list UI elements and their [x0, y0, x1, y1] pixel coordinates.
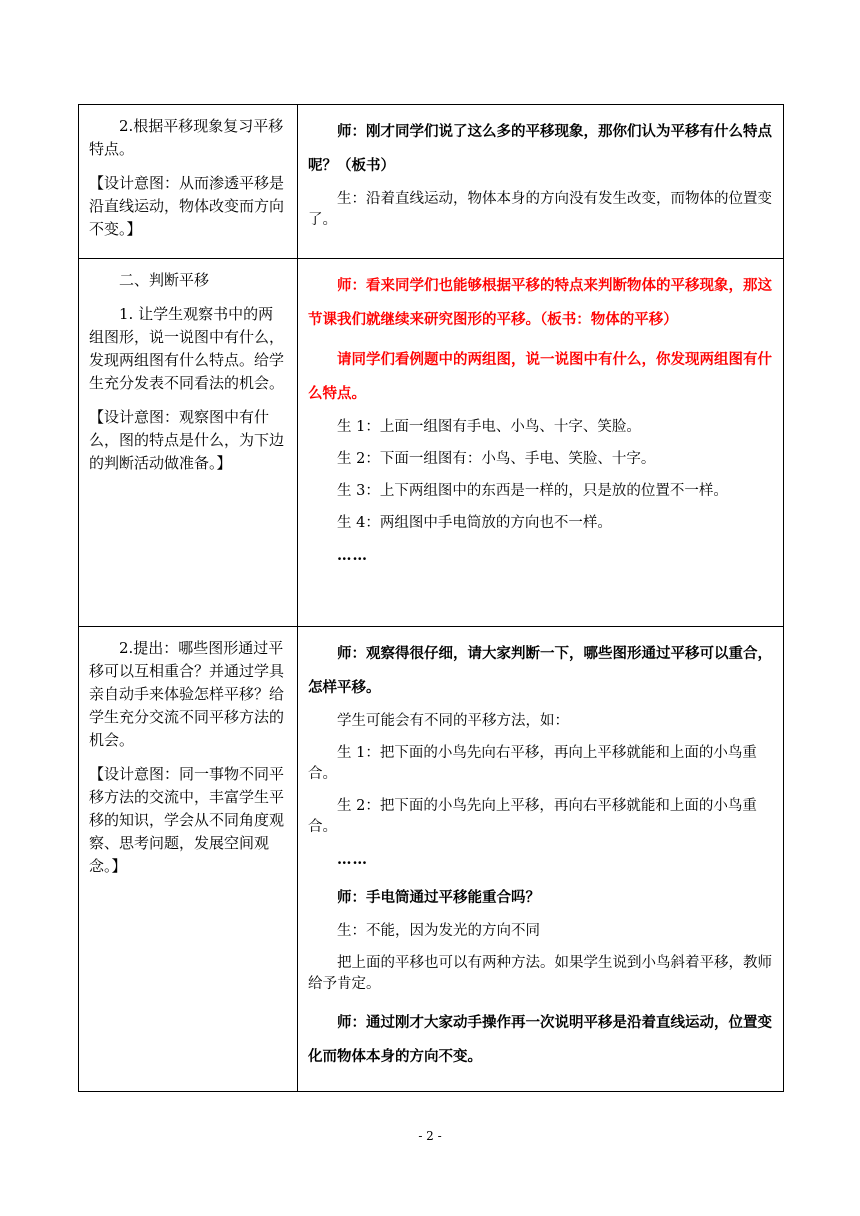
student-line: 生：不能，因为发光的方向不同 [337, 923, 540, 939]
ellipsis: …… [337, 851, 368, 868]
teacher-line: 师：刚才同学们说了这么多的平移现象，那你们认为平移有什么特点呢？（板书） [308, 123, 772, 174]
design-intent: 【设计意图：观察图中有什么，图的特点是什么，为下边的判断活动做准备。】 [89, 408, 285, 472]
lesson-plan-table [78, 104, 784, 1092]
student-line: 生 2：把下面的小鸟先向上平移，再向右平移就能和上面的小鸟重合。 [308, 798, 757, 835]
section-heading: 二、判断平移 [119, 271, 210, 289]
step-text: 2.根据平移现象复习平移特点。 [89, 117, 284, 158]
teacher-line: 师：手电筒通过平移能重合吗？ [337, 889, 540, 906]
table-row [79, 259, 784, 627]
student-line: 生 3：上下两组图中的东西是一样的，只是放的位置不一样。 [337, 483, 728, 499]
note-line: 把上面的平移也可以有两种方法。如果学生说到小鸟斜着平移，教师给予肯定。 [308, 955, 772, 992]
student-line: 生：沿着直线运动，物体本身的方向没有发生改变，而物体的位置变了。 [308, 191, 772, 228]
student-line: 生 1：上面一组图有手电、小鸟、十字、笑脸。 [337, 419, 641, 435]
process-cell [79, 627, 298, 1092]
teacher-line: 师：通过刚才大家动手操作再一次说明平移是沿着直线运动，位置变化而物体本身的方向不变。 [308, 1014, 772, 1065]
dialogue-cell [298, 259, 784, 627]
design-intent: 【设计意图：同一事物不同平移方法的交流中，丰富学生平移的知识，学会从不同角度观察、思考问题，发展空间观念。】 [89, 765, 285, 875]
teacher-line: 请同学们看例题中的两组图，说一说图中有什么，你发现两组图有什么特点。 [308, 351, 772, 402]
design-intent: 【设计意图：从而渗透平移是沿直线运动，物体改变而方向不变。】 [89, 174, 285, 238]
teacher-line: 师：看来同学们也能够根据平移的特点来判断物体的平移现象，那这节课我们就继续来研究图形的平移。（板书：物体的平移） [308, 277, 772, 328]
student-line: 生 4：两组图中手电筒放的方向也不一样。 [337, 515, 612, 531]
student-line: 生 1：把下面的小鸟先向右平移，再向上平移就能和上面的小鸟重合。 [308, 745, 757, 782]
process-cell [79, 259, 298, 627]
process-cell [79, 105, 298, 259]
ellipsis: …… [337, 547, 368, 564]
step-text: 1. 让学生观察书中的两组图形，说一说图中有什么，发现两组图有什么特点。给学生充分发表不同看法的机会。 [89, 305, 285, 392]
dialogue-cell [298, 627, 784, 1092]
student-line: 生 2：下面一组图有：小鸟、手电、笑脸、十字。 [337, 451, 656, 467]
teacher-line: 师：观察得很仔细，请大家判断一下，哪些图形通过平移可以重合，怎样平移。 [308, 645, 772, 696]
table-row [79, 105, 784, 259]
table-row [79, 627, 784, 1092]
step-text: 2.提出：哪些图形通过平移可以互相重合？并通过学具亲自动手来体验怎样平移？给学生充分交流不同平移方法的机会。 [89, 639, 285, 749]
dialogue-cell [298, 105, 784, 259]
student-line: 学生可能会有不同的平移方法，如： [337, 713, 569, 729]
page-number: - 2 - [418, 1129, 442, 1143]
